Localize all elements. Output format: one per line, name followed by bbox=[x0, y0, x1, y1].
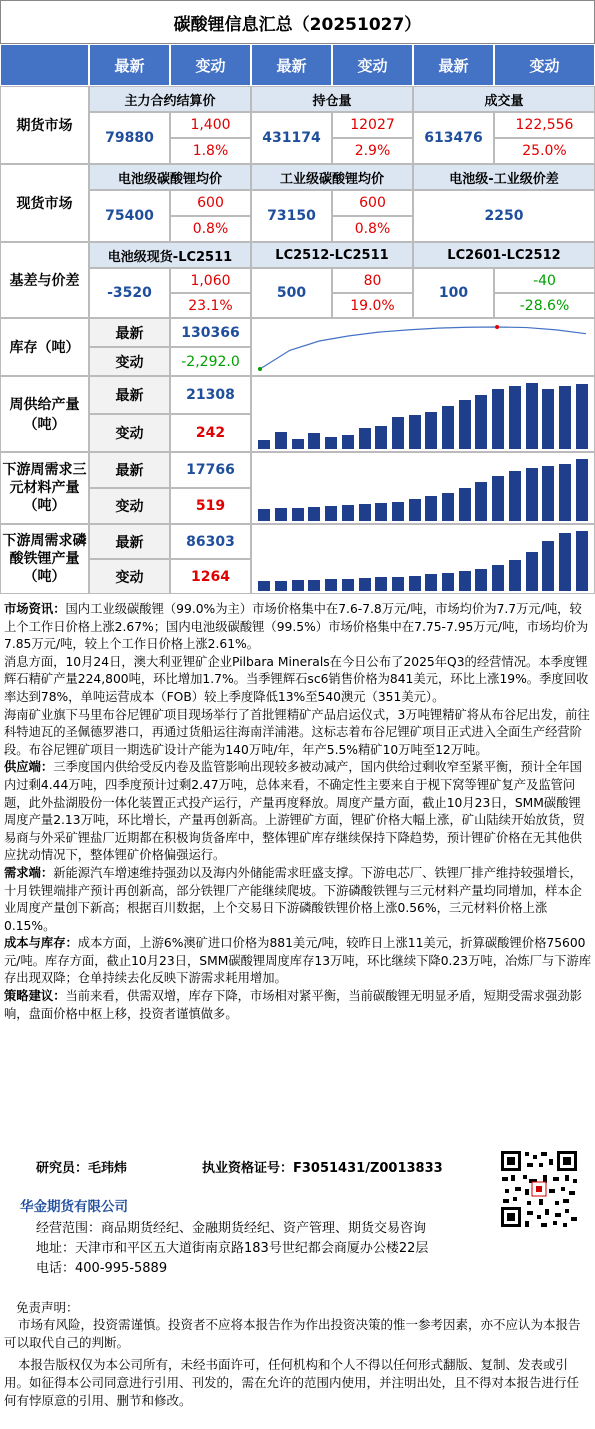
basis-col3-latest: 100 bbox=[413, 268, 494, 318]
lfp-bar bbox=[392, 577, 404, 591]
basis-col3-name: LC2601-LC2512 bbox=[413, 242, 595, 268]
lfp-bar bbox=[375, 577, 387, 591]
supply-bar bbox=[526, 383, 538, 449]
lfp-bar bbox=[542, 541, 554, 591]
basis-label: 基差与价差 bbox=[0, 242, 89, 318]
supply-bar bbox=[475, 395, 487, 449]
ternary-bar bbox=[308, 507, 320, 521]
header-latest-1: 最新 bbox=[89, 44, 170, 86]
spot-col1-latest: 75400 bbox=[89, 190, 170, 242]
ternary-bar bbox=[375, 503, 387, 521]
inventory-max-point bbox=[495, 325, 499, 329]
ternary-bar bbox=[492, 476, 504, 521]
supply-bar bbox=[359, 428, 371, 449]
basis-col1-pct: 23.1% bbox=[170, 293, 251, 318]
header-latest-2: 最新 bbox=[251, 44, 332, 86]
spot-col2-name: 工业级碳酸锂均价 bbox=[251, 164, 413, 190]
ternary-bar bbox=[275, 508, 287, 521]
lfp-bar bbox=[492, 565, 504, 591]
lfp-bar bbox=[342, 579, 354, 592]
ternary-bar bbox=[325, 506, 337, 521]
supply-bar bbox=[392, 417, 404, 449]
futures-col1-pct: 1.8% bbox=[170, 138, 251, 164]
demand-side-label: 需求端： bbox=[4, 865, 54, 880]
ternary-bar bbox=[475, 482, 487, 521]
futures-col1-latest: 79880 bbox=[89, 112, 170, 164]
ternary-bar bbox=[342, 505, 354, 521]
supply-latest-label: 最新 bbox=[89, 376, 170, 414]
inventory-change: -2,292.0 bbox=[170, 347, 251, 376]
cost-inventory-label: 成本与库存： bbox=[4, 936, 78, 951]
demand-side bbox=[4, 865, 592, 935]
lfp-bar bbox=[459, 571, 471, 591]
lfp-bar bbox=[308, 580, 320, 591]
ternary-bar bbox=[509, 471, 521, 521]
ternary-bar bbox=[542, 466, 554, 521]
supply-chart-cell bbox=[251, 376, 595, 452]
ternary-change: 519 bbox=[170, 488, 251, 524]
inventory-latest: 130366 bbox=[170, 318, 251, 347]
ternary-bar bbox=[442, 493, 454, 521]
disclaimer-title: 免责声明： bbox=[16, 1300, 79, 1315]
futures-col2-pct: 2.9% bbox=[332, 138, 413, 164]
ternary-bar bbox=[258, 509, 270, 521]
supply-bar bbox=[292, 439, 304, 449]
supply-bar bbox=[375, 426, 387, 449]
header-change-3: 变动 bbox=[494, 44, 595, 86]
spot-col2-latest: 73150 bbox=[251, 190, 332, 242]
lfp-change: 1264 bbox=[170, 559, 251, 594]
supply-side bbox=[4, 759, 592, 865]
news-paragraph-1: 消息方面，10月24日，澳大利亚锂矿企业Pilbara Minerals在今日公布了2025年Q3的经营情况。本季度锂辉石精矿产量224,800吨，环比增加1.7%。当季锂辉石sc6销售价格为841美元，环比上涨19%。季度回收率达到78%，单吨运营成本（FOB）较上季度降低13%至540澳元（351美元）。 bbox=[4, 654, 589, 704]
cost-inventory-text: 成本方面，上游6%澳矿进口价格为881美元/吨，较昨日上涨11美元，折算碳酸锂价格75600元/吨。库存方面，截止10月23日，SMM碳酸锂周度库存13万吨，环比继续下降0.23万吨，冶炼厂与下游库存出现双降；仓单持续去化反映下游需求耗用增加。 bbox=[4, 936, 592, 986]
inventory-change-label: 变动 bbox=[89, 347, 170, 376]
strategy-label: 策略建议： bbox=[4, 989, 66, 1004]
basis-col1-change: 1,060 bbox=[170, 268, 251, 293]
supply-bar bbox=[425, 412, 437, 449]
supply-bar bbox=[509, 386, 521, 449]
futures-col3-change: 122,556 bbox=[494, 112, 595, 138]
inventory-label: 库存（吨） bbox=[0, 318, 89, 376]
inventory-min-point bbox=[258, 367, 262, 371]
ternary-bar bbox=[409, 499, 421, 521]
ternary-label: 下游周需求三元材料产量（吨） bbox=[0, 452, 89, 524]
futures-label: 期货市场 bbox=[0, 86, 89, 164]
supply-bar bbox=[559, 386, 571, 449]
supply-side-label: 供应端： bbox=[4, 760, 54, 775]
demand-side-text: 新能源汽车增速维持强劲以及海内外储能需求旺盛支撑。下游电芯厂、铁锂厂排产维持较强增长，十月铁锂端排产预计再创新高，部分铁锂厂产能继续爬坡。下游磷酸铁锂与三元材料产量均同增加，样本企业周度产量创下新高；根据百川数据，上个交易日下游磷酸铁锂价格上涨0.56%，三元材料价格上涨0.15%。 bbox=[4, 865, 582, 933]
ternary-bar bbox=[576, 459, 588, 521]
researcher: 研究员：毛玮炜 bbox=[36, 1161, 128, 1176]
ternary-bar bbox=[292, 508, 304, 522]
business-scope: 经营范围：商品期货经纪、金融期货经纪、资产管理、期货交易咨询 bbox=[36, 1221, 427, 1236]
lfp-bar bbox=[425, 574, 437, 591]
lfp-chart-cell bbox=[251, 524, 595, 594]
basis-col1-name: 电池级现货-LC2511 bbox=[89, 242, 251, 268]
supply-bar-chart bbox=[256, 381, 590, 449]
spot-col1-name: 电池级碳酸锂均价 bbox=[89, 164, 251, 190]
spot-col3-latest: 2250 bbox=[413, 190, 595, 242]
lfp-bar bbox=[526, 552, 538, 591]
lfp-bar bbox=[275, 581, 287, 591]
ternary-latest-label: 最新 bbox=[89, 452, 170, 488]
header-latest-3: 最新 bbox=[413, 44, 494, 86]
supply-bar bbox=[442, 406, 454, 449]
spot-col2-pct: 0.8% bbox=[332, 216, 413, 242]
ternary-bar-chart bbox=[256, 457, 590, 521]
inventory-sparkline bbox=[252, 319, 594, 375]
market-news-text: 国内工业级碳酸锂（99.0%为主）市场价格集中在7.6-7.8万元/吨，市场均价为7.7万元/吨，较上个工作日价格上涨2.67%；国内电池级碳酸锂（99.5%）市场价格集中在7.75-7.95万元/吨，市场均价为7.85万元/吨，较上个工作日价格上涨2.61%。 bbox=[4, 602, 589, 652]
supply-bar bbox=[409, 415, 421, 449]
supply-bar bbox=[542, 389, 554, 450]
futures-col1-change: 1,400 bbox=[170, 112, 251, 138]
futures-col2-name: 持仓量 bbox=[251, 86, 413, 112]
disclaimer-2: 本报告版权仅为本公司所有，未经书面许可，任何机构和个人不得以任何形式翻版、复制、发表或引用。如征得本公司同意进行引用、刊发的，需在允许的范围内使用，并注明出处，且不得对本报告进行任何有悖原意的引用、删节和修改。 bbox=[4, 1357, 580, 1408]
supply-bar bbox=[325, 437, 337, 449]
strategy bbox=[4, 988, 592, 1023]
futures-col2-change: 12027 bbox=[332, 112, 413, 138]
company-address: 地址：天津市和平区五大道街南京路183号世纪都会商厦办公楼22层 bbox=[36, 1241, 429, 1256]
lfp-bar bbox=[258, 581, 270, 591]
basis-col3-change: -40 bbox=[494, 268, 595, 293]
lfp-bar bbox=[359, 578, 371, 591]
futures-col3-latest: 613476 bbox=[413, 112, 494, 164]
supply-change-label: 变动 bbox=[89, 414, 170, 452]
supply-side-text: 三季度国内供给受反内卷及监管影响出现较多被动减产，国内供给过剩收窄至紧平衡，预计全年国内过剩4.44万吨，四季度预计过剩2.47万吨，总体来看，不确定性主要来自于枧下窝等锂矿复产及监管问题，此外盐湖股份一体化装置正式投产运行，产量再度释放。周度产量方面，截止10月23日，SMM碳酸锂周度产量2.13万吨，环比增长，产量再创新高。上游锂矿方面，锂矿价格大幅上涨，矿山陆续开始放货，贸易商与外采矿锂盐厂近期都在积极询货备库中，整体锂矿库存继续保持下降趋势，预计锂矿价格在无其他供应扰动情况下，整体锂矿价格偏强运行。 bbox=[4, 760, 585, 863]
supply-change: 242 bbox=[170, 414, 251, 452]
lfp-bar bbox=[559, 533, 571, 591]
ternary-bar bbox=[559, 464, 571, 521]
header-change-1: 变动 bbox=[170, 44, 251, 86]
cost-inventory bbox=[4, 935, 592, 988]
company-name: 华金期货有限公司 bbox=[20, 1199, 128, 1215]
futures-col3-name: 成交量 bbox=[413, 86, 595, 112]
spot-col3-name: 电池级-工业级价差 bbox=[413, 164, 595, 190]
ternary-bar bbox=[425, 496, 437, 521]
basis-col2-latest: 500 bbox=[251, 268, 332, 318]
ternary-change-label: 变动 bbox=[89, 488, 170, 524]
spot-col1-change: 600 bbox=[170, 190, 251, 216]
disclaimer-1: 市场有风险，投资需谨慎。投资者不应将本报告作为作出投资决策的惟一参考因素，亦不应认为本报告可以取代自己的判断。 bbox=[4, 1317, 581, 1350]
inventory-trend-line bbox=[260, 327, 586, 369]
inventory-chart-cell bbox=[251, 318, 595, 376]
lfp-change-label: 变动 bbox=[89, 559, 170, 594]
ternary-bar bbox=[459, 488, 471, 521]
lfp-bar bbox=[475, 569, 487, 591]
supply-bar bbox=[342, 435, 354, 449]
lfp-bar bbox=[292, 580, 304, 591]
lfp-label: 下游周需求磷酸铁锂产量（吨） bbox=[0, 524, 89, 594]
qr-code bbox=[499, 1149, 579, 1229]
supply-bar bbox=[308, 433, 320, 449]
news-paragraph-2: 海南矿业旗下马里布谷尼锂矿项目现场举行了首批锂精矿产品启运仪式，3万吨锂精矿将从布谷尼出发，前往科特迪瓦的圣佩德罗港口，再通过货船运往海南洋浦港。这标志着布谷尼锂矿项目正式进入全面生产经营阶段。布谷尼锂矿项目一期选矿设计产能为140万吨/年，年产5.5%精矿10万吨至12万吨。 bbox=[4, 707, 590, 757]
ternary-bar bbox=[526, 468, 538, 521]
supply-bar bbox=[492, 389, 504, 449]
basis-col1-latest: -3520 bbox=[89, 268, 170, 318]
page-title: 碳酸锂信息汇总（20251027） bbox=[0, 0, 595, 44]
supply-label: 周供给产量（吨） bbox=[0, 376, 89, 452]
inventory-latest-label: 最新 bbox=[89, 318, 170, 347]
spot-col2-change: 600 bbox=[332, 190, 413, 216]
futures-col3-pct: 25.0% bbox=[494, 138, 595, 164]
futures-col2-latest: 431174 bbox=[251, 112, 332, 164]
lfp-bar bbox=[576, 531, 588, 591]
lfp-bar bbox=[409, 576, 421, 591]
lfp-bar bbox=[325, 579, 337, 591]
lfp-latest: 86303 bbox=[170, 524, 251, 559]
supply-bar bbox=[576, 384, 588, 449]
supply-bar bbox=[459, 400, 471, 449]
commentary bbox=[4, 601, 592, 1023]
futures-col1-name: 主力合约结算价 bbox=[89, 86, 251, 112]
lfp-bar bbox=[509, 560, 521, 591]
lfp-latest-label: 最新 bbox=[89, 524, 170, 559]
supply-bar bbox=[258, 440, 270, 449]
basis-col2-name: LC2512-LC2511 bbox=[251, 242, 413, 268]
strategy-text: 当前来看，供需双增，库存下降，市场相对紧平衡，当前碳酸锂无明显矛盾，短期受需求强劲影响，盘面价格中枢上移，投资者谨慎做多。 bbox=[4, 989, 582, 1021]
market-news bbox=[4, 601, 592, 654]
basis-col2-pct: 19.0% bbox=[332, 293, 413, 318]
supply-latest: 21308 bbox=[170, 376, 251, 414]
ternary-chart-cell bbox=[251, 452, 595, 524]
basis-col3-pct: -28.6% bbox=[494, 293, 595, 318]
lfp-bar bbox=[442, 573, 454, 591]
ternary-latest: 17766 bbox=[170, 452, 251, 488]
spot-col1-pct: 0.8% bbox=[170, 216, 251, 242]
header-change-2: 变动 bbox=[332, 44, 413, 86]
market-news-label: 市场资讯： bbox=[4, 602, 66, 616]
ternary-bar bbox=[359, 504, 371, 521]
license-number: 执业资格证号：F3051431/Z0013833 bbox=[202, 1161, 443, 1176]
ternary-bar bbox=[392, 502, 404, 521]
company-phone: 电话：400-995-5889 bbox=[36, 1261, 168, 1276]
lfp-bar-chart bbox=[256, 529, 590, 591]
header-blank bbox=[0, 44, 89, 86]
spot-label: 现货市场 bbox=[0, 164, 89, 242]
basis-col2-change: 80 bbox=[332, 268, 413, 293]
supply-bar bbox=[275, 432, 287, 449]
